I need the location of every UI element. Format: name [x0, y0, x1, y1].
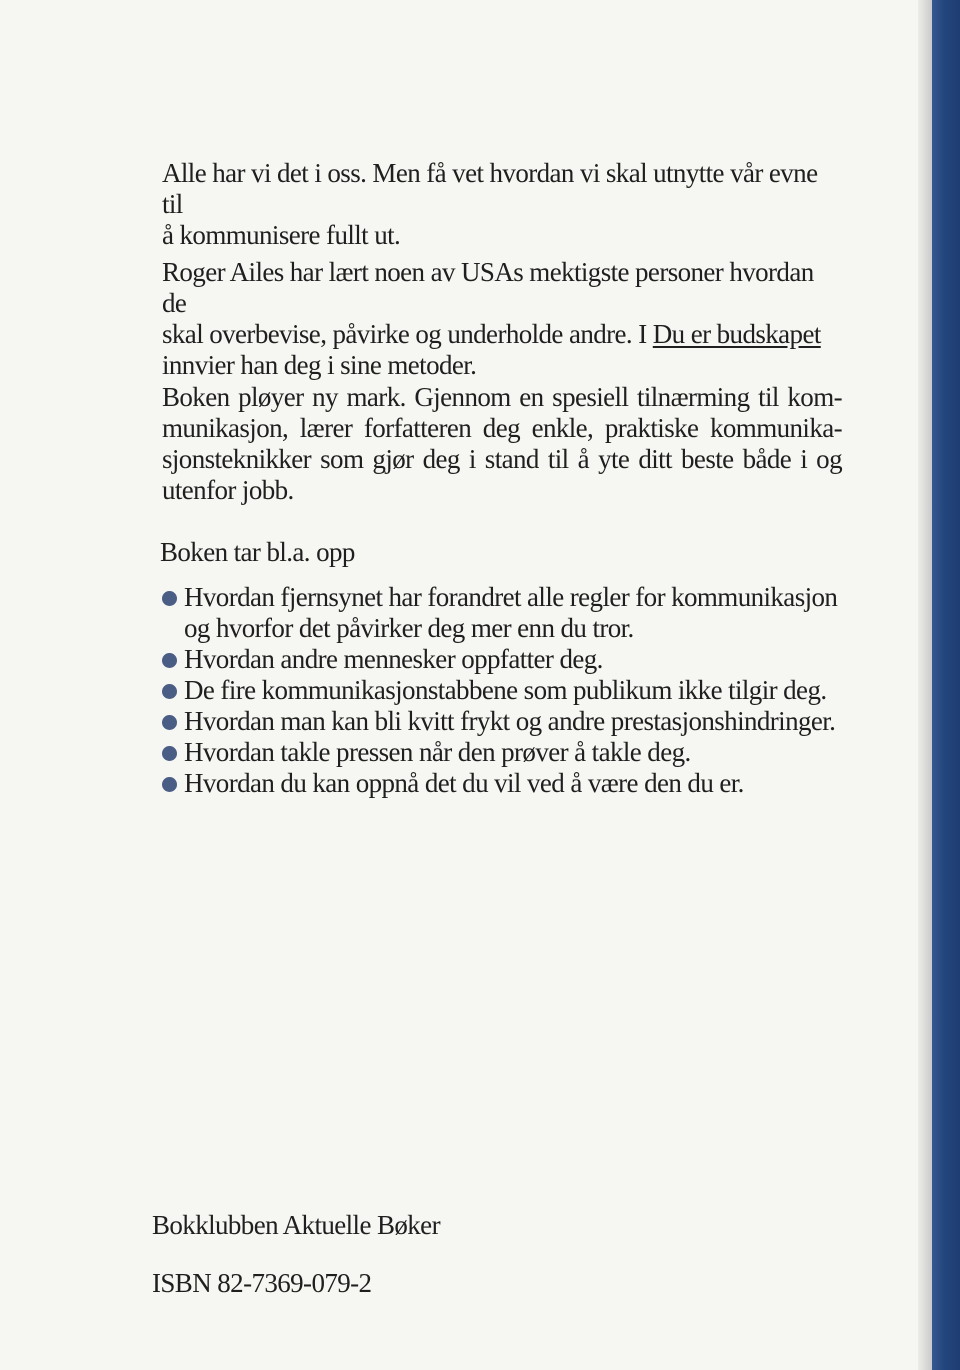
author-line-2-text: skal overbevise, påvirke og underholde andre. I: [162, 319, 653, 349]
book-title: Du er budskapet: [652, 319, 821, 349]
description-line-1: Boken pløyer ny mark. Gjennom en spesiell tilnærming til kom-: [162, 382, 842, 412]
publisher-name: Bokklubben Aktuelle Bøker: [152, 1210, 440, 1240]
list-item-line-2: og hvorfor det påvirker deg mer enn du tror.: [184, 613, 634, 643]
list-item: [160, 675, 860, 706]
author-line-1: Roger Ailes har lært noen av USAs mektigste personer hvordan de: [162, 257, 814, 318]
intro-line-1: Alle har vi det i oss. Men få vet hvordan vi skal utnytte vår evne til: [162, 158, 818, 219]
list-item-line-1: Hvordan andre mennesker oppfatter deg.: [184, 644, 603, 674]
bullet-dot-icon: [162, 715, 177, 730]
intro-line-2: å kommunisere fullt ut.: [162, 220, 401, 250]
list-item: [160, 706, 860, 737]
intro-paragraph: [162, 158, 842, 251]
bullet-dot-icon: [162, 653, 177, 668]
bullet-dot-icon: [162, 746, 177, 761]
topics-heading: Boken tar bl.a. opp: [160, 537, 355, 567]
description-line-3: sjonsteknikker som gjør deg i stand til å yte ditt beste både i og: [162, 444, 842, 474]
author-line-2: [162, 319, 842, 350]
description-line-2: munikasjon, lærer forfatteren deg enkle, praktiske kommunika-: [162, 413, 842, 443]
list-item-line-1: Hvordan fjernsynet har forandret alle regler for kommunikasjon: [184, 582, 838, 612]
list-item-line-1: Hvordan man kan bli kvitt frykt og andre prestasjonshindringer.: [184, 706, 836, 736]
description-line-4: utenfor jobb.: [162, 475, 294, 505]
topics-list: [160, 582, 860, 799]
bullet-dot-icon: [162, 591, 177, 606]
author-line-3: innvier han deg i sine metoder.: [162, 350, 477, 380]
blue-spine: [932, 0, 960, 1370]
author-paragraph: [162, 257, 842, 381]
list-item-line-1: Hvordan du kan oppnå det du vil ved å være den du er.: [184, 768, 744, 798]
list-item: [160, 768, 860, 799]
cover-edge: [918, 0, 932, 1370]
bullet-dot-icon: [162, 684, 177, 699]
list-item-line-1: De fire kommunikasjonstabbene som publikum ikke tilgir deg.: [184, 675, 827, 705]
list-item: [160, 582, 860, 644]
list-item: [160, 644, 860, 675]
list-item: [160, 737, 860, 768]
description-paragraph: [162, 382, 842, 506]
bullet-dot-icon: [162, 777, 177, 792]
isbn-number: ISBN 82-7369-079-2: [152, 1268, 372, 1298]
list-item-line-1: Hvordan takle pressen når den prøver å takle deg.: [184, 737, 691, 767]
